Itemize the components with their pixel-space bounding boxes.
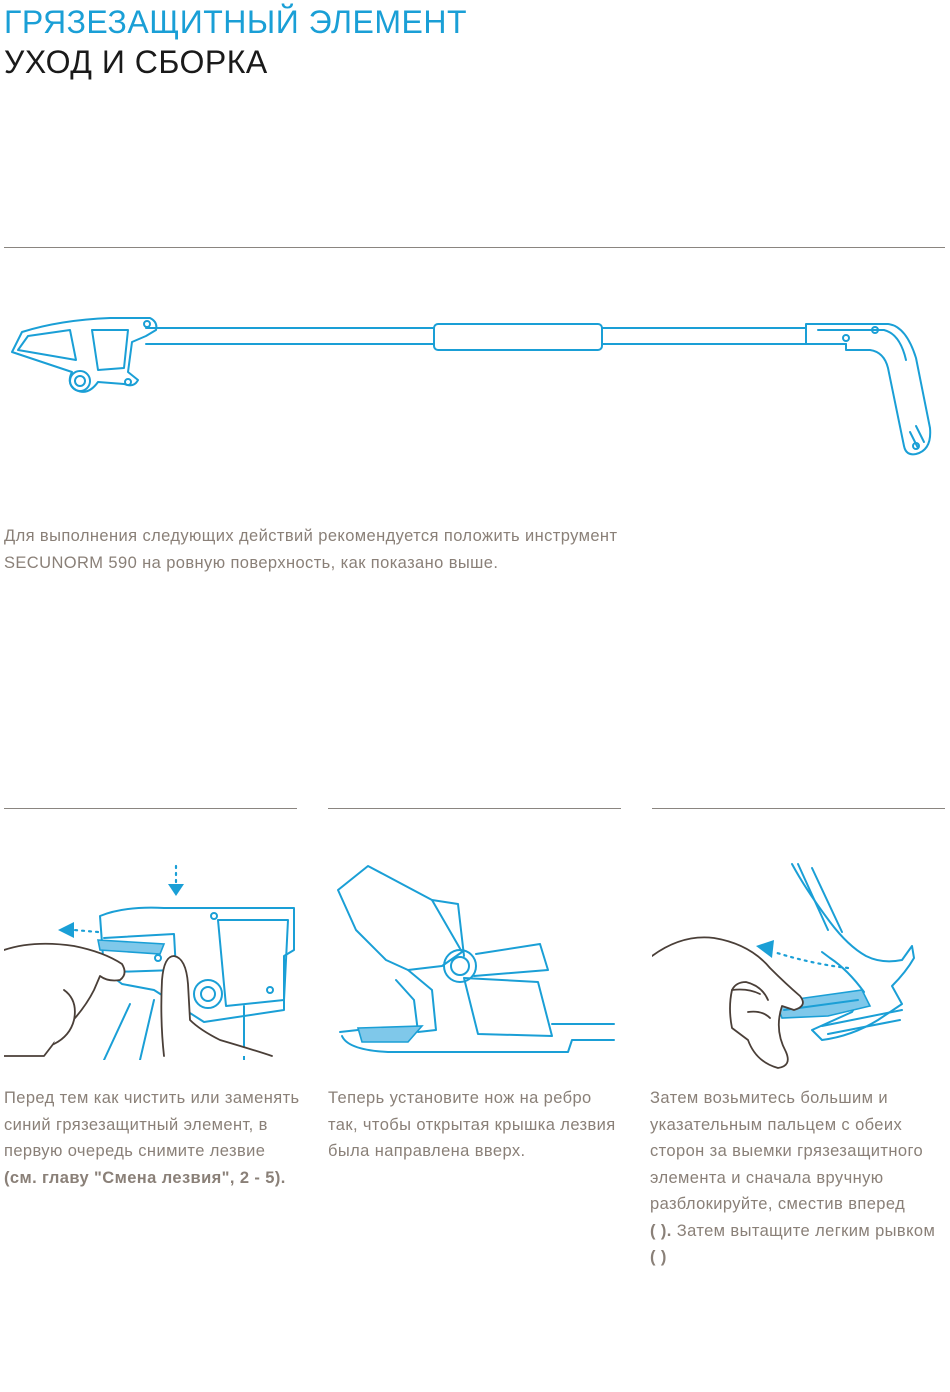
- page-subtitle: УХОД И СБОРКА: [4, 44, 268, 80]
- tool-overview-illustration: [0, 300, 950, 470]
- step-1-text-body: Перед тем как чистить или заменять синий грязезащитный элемент, в первую очередь снимите лезвие: [4, 1089, 300, 1160]
- step-1-text-bold: (см. главу "Смена лезвия", 2 - 5).: [4, 1168, 286, 1187]
- step-3-text-body-1: Затем возьмитесь большим и указательным пальцем с обеих сторон за выемки грязезащитного элемента и сначала вручную разблокируйте, сместив вперед: [650, 1089, 924, 1213]
- step-3-text-body-2: Затем вытащите легким рывком: [671, 1221, 936, 1240]
- top-divider: [4, 247, 945, 248]
- step-1-illustration: [4, 860, 297, 1060]
- step-2-illustration: [328, 860, 621, 1060]
- step-2-text: Теперь установите нож на ребро так, чтобы открытая крышка лезвия была направлена вверх.: [328, 1089, 616, 1160]
- page-title: ГРЯЗЕЗАЩИТНЫЙ ЭЛЕМЕНТ: [4, 4, 468, 40]
- step-3-text: [650, 1085, 946, 1271]
- step-3-divider: [652, 808, 945, 809]
- step-3-text-bold-1: ( ).: [650, 1221, 672, 1240]
- step-3-illustration: [652, 860, 945, 1070]
- step-1-divider: [4, 808, 297, 809]
- intro-text: Для выполнения следующих действий рекомендуется положить инструмент SECUNORM 590 на ровную поверхность, как показано выше.: [4, 527, 618, 572]
- step-2-divider: [328, 808, 621, 809]
- step-1-text: [4, 1085, 300, 1191]
- step-3-text-bold-2: ( ): [650, 1248, 667, 1266]
